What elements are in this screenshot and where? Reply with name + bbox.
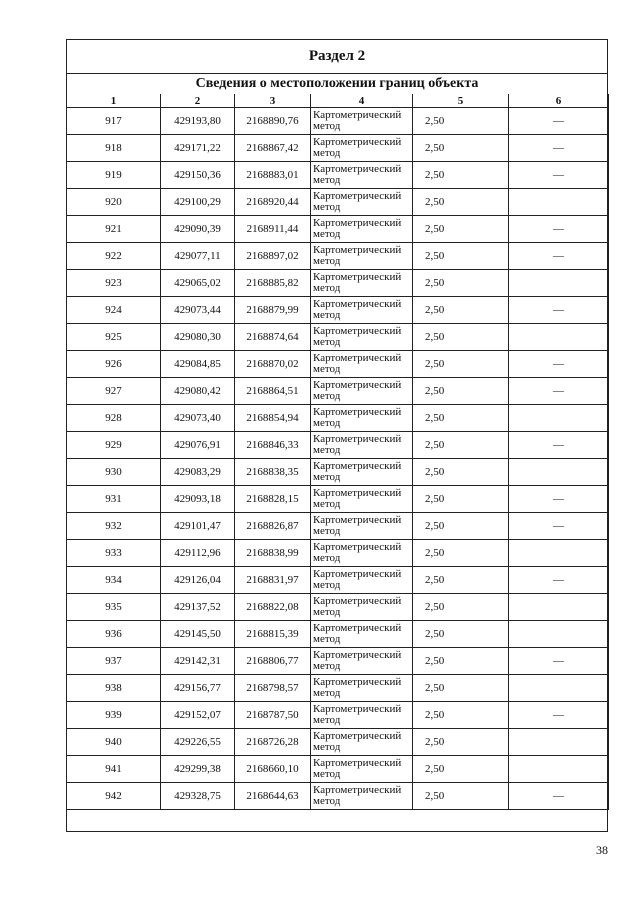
method-cell: Картометрический метод: [311, 216, 413, 243]
table-row: [67, 216, 609, 243]
method-cell: Картометрический метод: [311, 648, 413, 675]
note-cell: —: [509, 243, 609, 270]
note-cell: —: [509, 486, 609, 513]
method-cell: Картометрический метод: [311, 297, 413, 324]
note-cell: —: [509, 108, 609, 135]
y-coordinate-cell: 2168806,77: [235, 648, 311, 675]
point-number-cell: 927: [67, 378, 161, 405]
point-number-cell: 934: [67, 567, 161, 594]
table-row: [67, 783, 609, 810]
x-coordinate-cell: 429076,91: [161, 432, 235, 459]
method-cell: Картометрический метод: [311, 702, 413, 729]
x-coordinate-cell: 429150,36: [161, 162, 235, 189]
table-row: [67, 108, 609, 135]
precision-cell: 2,50: [413, 513, 509, 540]
method-cell: Картометрический метод: [311, 567, 413, 594]
x-coordinate-cell: 429073,40: [161, 405, 235, 432]
x-coordinate-cell: 429077,11: [161, 243, 235, 270]
y-coordinate-cell: 2168883,01: [235, 162, 311, 189]
x-coordinate-cell: 429112,96: [161, 540, 235, 567]
page-number: 38: [596, 843, 608, 857]
note-cell: [509, 459, 609, 486]
note-cell: —: [509, 378, 609, 405]
table-row: [67, 513, 609, 540]
method-cell: Картометрический метод: [311, 378, 413, 405]
table-row: [67, 270, 609, 297]
precision-cell: 2,50: [413, 675, 509, 702]
y-coordinate-cell: 2168838,35: [235, 459, 311, 486]
precision-cell: 2,50: [413, 297, 509, 324]
precision-cell: 2,50: [413, 648, 509, 675]
y-coordinate-cell: 2168846,33: [235, 432, 311, 459]
x-coordinate-cell: 429156,77: [161, 675, 235, 702]
note-cell: —: [509, 297, 609, 324]
x-coordinate-cell: 429080,42: [161, 378, 235, 405]
note-cell: [509, 621, 609, 648]
x-coordinate-cell: 429142,31: [161, 648, 235, 675]
point-number-cell: 919: [67, 162, 161, 189]
point-number-cell: 935: [67, 594, 161, 621]
method-cell: Картометрический метод: [311, 540, 413, 567]
column-number: 4: [311, 94, 413, 108]
x-coordinate-cell: 429065,02: [161, 270, 235, 297]
x-coordinate-cell: 429299,38: [161, 756, 235, 783]
point-number-cell: 925: [67, 324, 161, 351]
point-number-cell: 932: [67, 513, 161, 540]
x-coordinate-cell: 429145,50: [161, 621, 235, 648]
y-coordinate-cell: 2168828,15: [235, 486, 311, 513]
precision-cell: 2,50: [413, 216, 509, 243]
method-cell: Картометрический метод: [311, 675, 413, 702]
method-cell: Картометрический метод: [311, 486, 413, 513]
method-cell: Картометрический метод: [311, 432, 413, 459]
point-number-cell: 931: [67, 486, 161, 513]
note-cell: —: [509, 783, 609, 810]
column-number: 1: [67, 94, 161, 108]
precision-cell: 2,50: [413, 135, 509, 162]
column-number: 5: [413, 94, 509, 108]
table-row: [67, 405, 609, 432]
y-coordinate-cell: 2168831,97: [235, 567, 311, 594]
x-coordinate-cell: 429152,07: [161, 702, 235, 729]
y-coordinate-cell: 2168726,28: [235, 729, 311, 756]
note-cell: —: [509, 135, 609, 162]
column-number: 6: [509, 94, 609, 108]
table-row: [67, 189, 609, 216]
precision-cell: 2,50: [413, 432, 509, 459]
point-number-cell: 928: [67, 405, 161, 432]
y-coordinate-cell: 2168787,50: [235, 702, 311, 729]
column-number: 3: [235, 94, 311, 108]
table-row: [67, 540, 609, 567]
section-title: Раздел 2: [308, 48, 366, 64]
table-row: [67, 459, 609, 486]
precision-cell: 2,50: [413, 378, 509, 405]
table-row: [67, 432, 609, 459]
precision-cell: 2,50: [413, 702, 509, 729]
method-cell: Картометрический метод: [311, 621, 413, 648]
table-row: [67, 594, 609, 621]
note-cell: [509, 324, 609, 351]
method-cell: Картометрический метод: [311, 756, 413, 783]
note-cell: [509, 594, 609, 621]
x-coordinate-cell: 429083,29: [161, 459, 235, 486]
note-cell: —: [509, 702, 609, 729]
precision-cell: 2,50: [413, 756, 509, 783]
point-number-cell: 917: [67, 108, 161, 135]
y-coordinate-cell: 2168822,08: [235, 594, 311, 621]
y-coordinate-cell: 2168897,02: [235, 243, 311, 270]
point-number-cell: 929: [67, 432, 161, 459]
method-cell: Картометрический метод: [311, 270, 413, 297]
note-cell: [509, 540, 609, 567]
note-cell: —: [509, 351, 609, 378]
y-coordinate-cell: 2168879,99: [235, 297, 311, 324]
precision-cell: 2,50: [413, 189, 509, 216]
precision-cell: 2,50: [413, 324, 509, 351]
note-cell: —: [509, 432, 609, 459]
note-cell: [509, 675, 609, 702]
precision-cell: 2,50: [413, 270, 509, 297]
table-row: [67, 324, 609, 351]
note-cell: —: [509, 216, 609, 243]
table-row: [67, 648, 609, 675]
y-coordinate-cell: 2168660,10: [235, 756, 311, 783]
method-cell: Картометрический метод: [311, 513, 413, 540]
precision-cell: 2,50: [413, 621, 509, 648]
x-coordinate-cell: 429328,75: [161, 783, 235, 810]
table-row: [67, 567, 609, 594]
precision-cell: 2,50: [413, 405, 509, 432]
table-row: [67, 297, 609, 324]
point-number-cell: 926: [67, 351, 161, 378]
y-coordinate-cell: 2168870,02: [235, 351, 311, 378]
method-cell: Картометрический метод: [311, 324, 413, 351]
y-coordinate-cell: 2168815,39: [235, 621, 311, 648]
precision-cell: 2,50: [413, 594, 509, 621]
method-cell: Картометрический метод: [311, 189, 413, 216]
point-number-cell: 942: [67, 783, 161, 810]
precision-cell: 2,50: [413, 162, 509, 189]
x-coordinate-cell: 429171,22: [161, 135, 235, 162]
y-coordinate-cell: 2168644,63: [235, 783, 311, 810]
point-number-cell: 924: [67, 297, 161, 324]
column-number: 2: [161, 94, 235, 108]
y-coordinate-cell: 2168867,42: [235, 135, 311, 162]
y-coordinate-cell: 2168826,87: [235, 513, 311, 540]
precision-cell: 2,50: [413, 783, 509, 810]
x-coordinate-cell: 429193,80: [161, 108, 235, 135]
point-number-cell: 922: [67, 243, 161, 270]
table-row: [67, 756, 609, 783]
method-cell: Картометрический метод: [311, 351, 413, 378]
x-coordinate-cell: 429137,52: [161, 594, 235, 621]
point-number-cell: 939: [67, 702, 161, 729]
x-coordinate-cell: 429084,85: [161, 351, 235, 378]
y-coordinate-cell: 2168838,99: [235, 540, 311, 567]
point-number-cell: 930: [67, 459, 161, 486]
divider: [66, 73, 608, 74]
precision-cell: 2,50: [413, 459, 509, 486]
method-cell: Картометрический метод: [311, 729, 413, 756]
y-coordinate-cell: 2168798,57: [235, 675, 311, 702]
note-cell: [509, 189, 609, 216]
note-cell: [509, 729, 609, 756]
point-number-cell: 937: [67, 648, 161, 675]
x-coordinate-cell: 429100,29: [161, 189, 235, 216]
note-cell: [509, 270, 609, 297]
x-coordinate-cell: 429126,04: [161, 567, 235, 594]
x-coordinate-cell: 429093,18: [161, 486, 235, 513]
table-row: [67, 378, 609, 405]
precision-cell: 2,50: [413, 108, 509, 135]
point-number-cell: 923: [67, 270, 161, 297]
y-coordinate-cell: 2168920,44: [235, 189, 311, 216]
point-number-cell: 918: [67, 135, 161, 162]
method-cell: Картометрический метод: [311, 162, 413, 189]
y-coordinate-cell: 2168854,94: [235, 405, 311, 432]
boundary-coordinates-table: [66, 94, 609, 810]
table-row: [67, 351, 609, 378]
table-row: [67, 162, 609, 189]
y-coordinate-cell: 2168911,44: [235, 216, 311, 243]
table-row: [67, 729, 609, 756]
precision-cell: 2,50: [413, 567, 509, 594]
method-cell: Картометрический метод: [311, 243, 413, 270]
point-number-cell: 940: [67, 729, 161, 756]
x-coordinate-cell: 429101,47: [161, 513, 235, 540]
method-cell: Картометрический метод: [311, 405, 413, 432]
precision-cell: 2,50: [413, 243, 509, 270]
point-number-cell: 941: [67, 756, 161, 783]
precision-cell: 2,50: [413, 729, 509, 756]
precision-cell: 2,50: [413, 486, 509, 513]
y-coordinate-cell: 2168874,64: [235, 324, 311, 351]
table-row: [67, 243, 609, 270]
point-number-cell: 921: [67, 216, 161, 243]
y-coordinate-cell: 2168885,82: [235, 270, 311, 297]
table-row: [67, 135, 609, 162]
x-coordinate-cell: 429226,55: [161, 729, 235, 756]
table-row: [67, 621, 609, 648]
note-cell: —: [509, 513, 609, 540]
method-cell: Картометрический метод: [311, 135, 413, 162]
method-cell: Картометрический метод: [311, 783, 413, 810]
point-number-cell: 933: [67, 540, 161, 567]
table-body: [67, 108, 609, 810]
point-number-cell: 920: [67, 189, 161, 216]
note-cell: —: [509, 648, 609, 675]
y-coordinate-cell: 2168890,76: [235, 108, 311, 135]
table-row: [67, 675, 609, 702]
method-cell: Картометрический метод: [311, 594, 413, 621]
table-row: [67, 486, 609, 513]
point-number-cell: 938: [67, 675, 161, 702]
method-cell: Картометрический метод: [311, 459, 413, 486]
x-coordinate-cell: 429073,44: [161, 297, 235, 324]
x-coordinate-cell: 429080,30: [161, 324, 235, 351]
note-cell: —: [509, 567, 609, 594]
table-row: [67, 702, 609, 729]
precision-cell: 2,50: [413, 351, 509, 378]
section-subtitle: Сведения о местоположении границ объекта: [195, 76, 479, 91]
method-cell: Картометрический метод: [311, 108, 413, 135]
x-coordinate-cell: 429090,39: [161, 216, 235, 243]
point-number-cell: 936: [67, 621, 161, 648]
y-coordinate-cell: 2168864,51: [235, 378, 311, 405]
precision-cell: 2,50: [413, 540, 509, 567]
note-cell: —: [509, 162, 609, 189]
note-cell: [509, 756, 609, 783]
note-cell: [509, 405, 609, 432]
column-number-row: [67, 94, 609, 108]
